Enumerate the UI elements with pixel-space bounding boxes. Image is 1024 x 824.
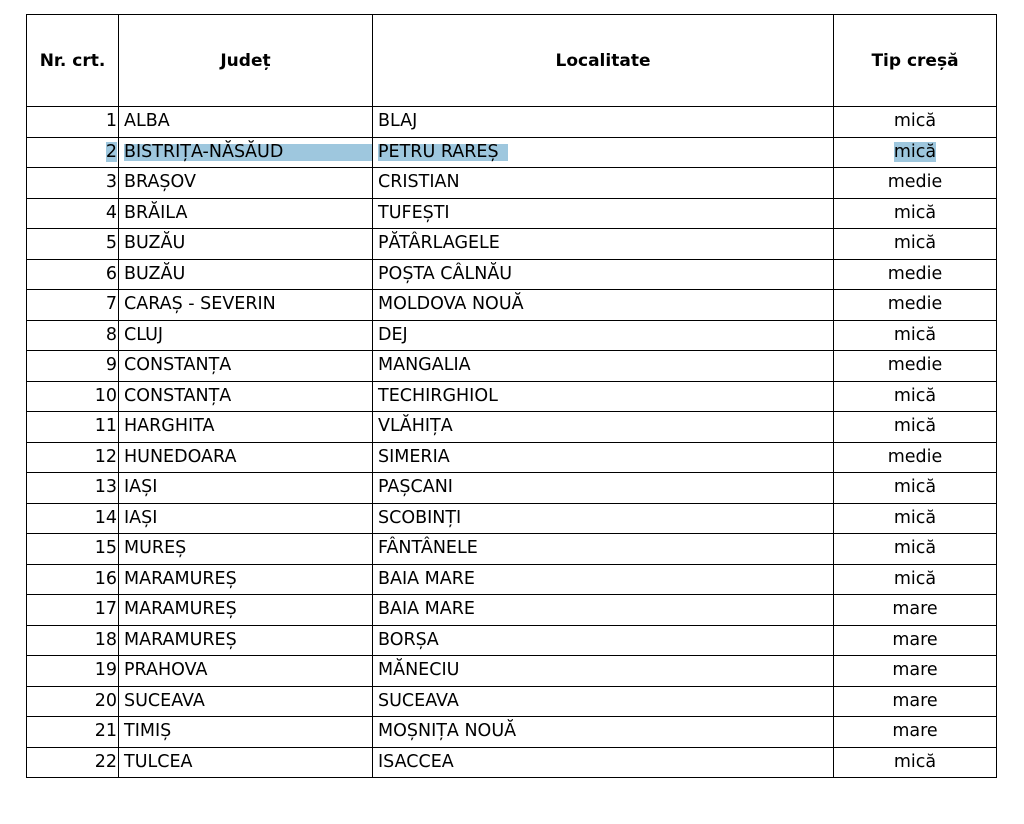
cell-localitate-text: BAIA MARE [378,599,475,619]
header-tip-cresa: Tip creșă [834,15,997,107]
cell-tip-cresa [834,412,997,443]
cell-nr-crt-text: 20 [94,690,117,711]
cell-tip-cresa [834,534,997,565]
table-row [27,320,997,351]
cell-judet-text: HUNEDOARA [124,446,237,467]
cell-nr-crt [27,747,119,778]
cell-judet [119,534,373,565]
cell-localitate [373,137,834,168]
cell-localitate-text: MOLDOVA NOUĂ [378,294,524,314]
cell-judet-text: SUCEAVA [124,690,205,711]
cell-nr-crt-text: 14 [94,507,117,528]
cell-nr-crt [27,564,119,595]
cell-localitate-text: PAȘCANI [378,477,453,497]
cell-nr-crt [27,717,119,748]
cell-localitate [373,320,834,351]
table-row [27,259,997,290]
cell-tip-cresa-text: mică [893,233,937,253]
cell-nr-crt [27,168,119,199]
cell-judet-text: TIMIȘ [124,721,172,741]
cell-nr-crt-text: 9 [105,355,117,375]
cell-nr-crt-text: 16 [94,568,117,589]
cell-judet-text: MARAMUREȘ [124,568,237,589]
table-row [27,625,997,656]
cell-localitate [373,595,834,626]
cell-tip-cresa [834,290,997,321]
cell-localitate-text: FÂNTÂNELE [378,538,478,558]
cell-judet-text: BISTRIȚA-NĂSĂUD [124,144,372,162]
cell-tip-cresa [834,686,997,717]
cell-localitate-text: MĂNECIU [378,660,460,680]
cell-tip-cresa-text: mică [893,477,937,497]
cell-localitate-text: SCOBINȚI [378,507,462,528]
table-row [27,564,997,595]
cell-localitate-text: SIMERIA [378,446,450,467]
cell-localitate [373,381,834,412]
cell-judet [119,412,373,443]
cell-localitate [373,168,834,199]
cell-judet [119,747,373,778]
cell-localitate-text: ISACCEA [378,751,454,772]
cell-localitate [373,290,834,321]
cell-tip-cresa [834,168,997,199]
cell-nr-crt-text: 18 [94,629,117,650]
cell-tip-cresa-text: mare [892,629,938,650]
cell-judet-text: MUREȘ [124,538,187,558]
cell-localitate [373,412,834,443]
cell-tip-cresa-text: mare [892,599,938,619]
cell-nr-crt [27,381,119,412]
cell-judet [119,290,373,321]
cell-nr-crt-text: 15 [94,538,117,558]
table-row [27,137,997,168]
cell-nr-crt [27,229,119,260]
cell-localitate [373,686,834,717]
cell-nr-crt-text: 22 [94,751,117,772]
cell-nr-crt-text: 6 [105,263,117,284]
cell-nr-crt-text: 8 [105,324,117,345]
cell-judet [119,625,373,656]
cell-nr-crt [27,137,119,168]
cell-localitate-text: PĂTÂRLAGELE [378,233,500,253]
cell-nr-crt [27,442,119,473]
cell-tip-cresa-text: mare [892,690,938,711]
cell-judet [119,259,373,290]
cell-nr-crt-text: 11 [94,416,117,436]
cell-judet-text: PRAHOVA [124,660,208,680]
table-row [27,473,997,504]
cell-judet [119,564,373,595]
cell-judet-text: ALBA [124,111,170,131]
cell-localitate [373,442,834,473]
table-row [27,686,997,717]
cell-nr-crt [27,595,119,626]
cell-tip-cresa-text: mică [893,751,937,772]
cell-judet-text: TULCEA [124,751,193,772]
cell-judet-text: MARAMUREȘ [124,599,237,619]
cell-tip-cresa [834,107,997,138]
cell-tip-cresa-text: mică [893,111,937,131]
cell-localitate-text: DEJ [378,324,408,345]
cell-tip-cresa [834,381,997,412]
cell-localitate-text: MOȘNIȚA NOUĂ [378,721,517,741]
cell-localitate-text: BLAJ [378,111,418,131]
cell-localitate-text: SUCEAVA [378,690,459,711]
table-row [27,381,997,412]
cell-localitate-text: BORȘA [378,629,439,650]
cell-tip-cresa [834,198,997,229]
cell-judet [119,137,373,168]
cell-tip-cresa [834,320,997,351]
cell-judet-text: CONSTANȚA [124,385,232,406]
cell-tip-cresa-text: mare [892,660,938,680]
cell-nr-crt [27,656,119,687]
cell-localitate-text: MANGALIA [378,355,471,375]
cell-localitate-text: TUFEȘTI [378,202,450,223]
nurseries-table [26,14,997,778]
table-row [27,107,997,138]
cell-localitate-text: CRISTIAN [378,172,460,192]
cell-tip-cresa [834,442,997,473]
cell-nr-crt-text: 13 [94,477,117,497]
table-row [27,198,997,229]
cell-nr-crt [27,503,119,534]
table-row [27,442,997,473]
cell-judet [119,442,373,473]
cell-judet-text: CARAȘ - SEVERIN [124,294,276,314]
cell-localitate-text: TECHIRGHIOL [378,385,498,406]
cell-localitate [373,107,834,138]
cell-tip-cresa-text: mică [893,507,937,528]
cell-nr-crt [27,625,119,656]
cell-tip-cresa [834,137,997,168]
cell-localitate [373,656,834,687]
cell-judet-text: MARAMUREȘ [124,629,237,650]
cell-nr-crt-text: 17 [94,599,117,619]
cell-localitate [373,717,834,748]
cell-judet [119,717,373,748]
cell-judet [119,381,373,412]
cell-nr-crt [27,686,119,717]
cell-nr-crt-text: 2 [105,141,117,162]
table-row [27,747,997,778]
table-row [27,290,997,321]
table-row [27,503,997,534]
cell-localitate [373,503,834,534]
cell-tip-cresa [834,229,997,260]
cell-nr-crt-text: 5 [105,233,117,253]
cell-judet [119,351,373,382]
cell-judet [119,595,373,626]
cell-nr-crt [27,320,119,351]
cell-localitate-text: PETRU RAREȘ [378,144,508,162]
cell-nr-crt [27,534,119,565]
table-row [27,717,997,748]
cell-nr-crt-text: 10 [94,385,117,406]
cell-tip-cresa-text: mică [893,568,937,589]
cell-tip-cresa-text: mică [893,324,937,345]
cell-localitate [373,564,834,595]
cell-judet-text: BRAȘOV [124,172,196,192]
cell-judet [119,320,373,351]
cell-nr-crt-text: 12 [94,446,117,467]
header-localitate: Localitate [373,15,834,107]
cell-judet [119,503,373,534]
table-body [27,107,997,778]
cell-judet [119,168,373,199]
cell-tip-cresa-text: mică [893,538,937,558]
cell-localitate [373,351,834,382]
cell-judet-text: CONSTANȚA [124,355,232,375]
cell-judet-text: BUZĂU [124,233,186,253]
cell-nr-crt [27,412,119,443]
cell-judet-text: BUZĂU [124,263,186,284]
cell-nr-crt-text: 4 [105,202,117,223]
cell-nr-crt [27,351,119,382]
cell-tip-cresa [834,656,997,687]
cell-nr-crt [27,198,119,229]
cell-nr-crt-text: 19 [94,660,117,680]
cell-localitate [373,259,834,290]
cell-tip-cresa [834,503,997,534]
cell-judet [119,473,373,504]
cell-localitate-text: VLĂHIȚA [378,416,453,436]
cell-tip-cresa [834,625,997,656]
cell-tip-cresa [834,351,997,382]
cell-tip-cresa [834,595,997,626]
table-row [27,229,997,260]
table-row [27,351,997,382]
cell-localitate [373,625,834,656]
cell-localitate-text: POȘTA CÂLNĂU [378,263,513,284]
cell-judet [119,656,373,687]
table-header [27,15,997,107]
table-row [27,412,997,443]
cell-nr-crt [27,107,119,138]
cell-judet-text: CLUJ [124,324,164,345]
cell-judet [119,229,373,260]
cell-localitate [373,747,834,778]
cell-tip-cresa-text: medie [887,294,943,314]
cell-tip-cresa-text: mică [893,202,937,223]
cell-judet [119,107,373,138]
cell-nr-crt-text: 21 [94,721,117,741]
cell-tip-cresa [834,747,997,778]
cell-nr-crt-text: 3 [105,172,117,192]
cell-judet-text: IAȘI [124,507,158,528]
cell-judet [119,198,373,229]
table-row [27,595,997,626]
header-nr-crt: Nr. crt. [27,15,119,107]
cell-tip-cresa [834,473,997,504]
cell-localitate [373,229,834,260]
header-row [27,15,997,107]
cell-tip-cresa-text: mică [893,385,937,406]
cell-tip-cresa-text: medie [887,263,943,284]
cell-tip-cresa [834,564,997,595]
cell-judet-text: IAȘI [124,477,158,497]
table-row [27,534,997,565]
table-row [27,168,997,199]
cell-localitate [373,473,834,504]
cell-tip-cresa-text: mică [893,416,937,436]
cell-tip-cresa-text: mare [892,721,938,741]
cell-nr-crt-text: 1 [105,111,117,131]
cell-localitate-text: BAIA MARE [378,568,475,589]
table-row [27,656,997,687]
cell-tip-cresa [834,259,997,290]
cell-nr-crt [27,259,119,290]
cell-nr-crt [27,290,119,321]
cell-judet-text: BRĂILA [124,202,188,223]
cell-tip-cresa-text: medie [887,446,943,467]
header-judet: Județ [119,15,373,107]
cell-nr-crt [27,473,119,504]
cell-tip-cresa-text: medie [887,355,943,375]
cell-tip-cresa [834,717,997,748]
cell-judet [119,686,373,717]
cell-judet-text: HARGHITA [124,416,215,436]
cell-localitate [373,198,834,229]
cell-localitate [373,534,834,565]
cell-tip-cresa-text: mică [893,141,937,162]
cell-tip-cresa-text: medie [887,172,943,192]
cell-nr-crt-text: 7 [105,294,117,314]
